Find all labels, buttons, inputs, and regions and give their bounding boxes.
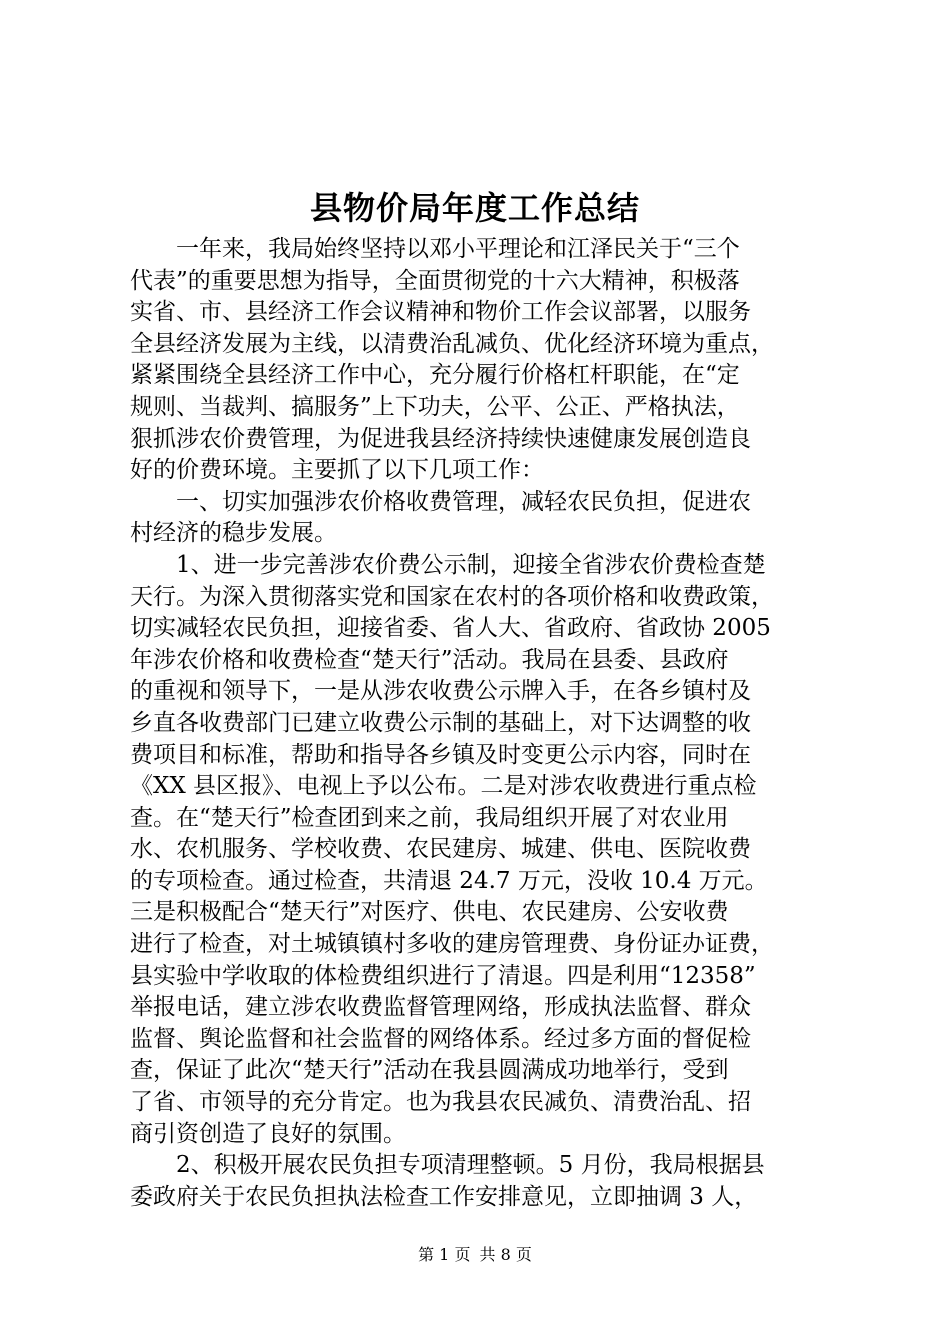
- text-line: 2、积极开展农民负担专项清理整顿。5 月份，我局根据县: [130, 1152, 765, 1179]
- text-line: 一年来，我局始终坚持以邓小平理论和江泽民关于“三个: [130, 236, 740, 262]
- text-line: 好的价费环境。主要抓了以下几项工作：: [130, 457, 544, 484]
- document-body: [130, 234, 832, 1213]
- text-line: 天行。为深入贯彻落实党和国家在农村的各项价格和收费政策，: [130, 583, 774, 610]
- text-line: 一、切实加强涉农价格收费管理，减轻农民负担，促进农: [130, 488, 751, 515]
- page-number: 第 1 页: [418, 1245, 471, 1264]
- text-line: 查，保证了此次“楚天行”活动在我县圆满成功地举行，受到: [130, 1057, 729, 1084]
- text-line: 紧紧围绕全县经济工作中心，充分履行价格杠杆职能，在“定: [130, 362, 740, 389]
- text-line: 狠抓涉农价费管理，为促进我县经济持续快速健康发展创造良: [130, 425, 751, 452]
- text-line: 监督、舆论监督和社会监督的网络体系。经过多方面的督促检: [130, 1025, 751, 1052]
- text-line: 县实验中学收取的体检费组织进行了清退。四是利用“12358”: [130, 962, 756, 989]
- text-line: 代表”的重要思想为指导，全面贯彻党的十六大精神，积极落: [130, 267, 740, 294]
- text-line: 三是积极配合“楚天行”对医疗、供电、农民建房、公安收费: [130, 899, 729, 926]
- text-line: 的专项检查。通过检查，共清退 24.7 万元，没收 10.4 万元。: [130, 867, 768, 894]
- text-line: 费项目和标准，帮助和指导各乡镇及时变更公示内容，同时在: [130, 741, 751, 768]
- text-line: 年涉农价格和收费检查“楚天行”活动。我局在县委、县政府: [130, 646, 729, 673]
- text-line: 实省、市、县经济工作会议精神和物价工作会议部署，以服务: [130, 299, 751, 326]
- text-line: 《XX 县区报》、电视上予以公布。二是对涉农收费进行重点检: [130, 773, 757, 800]
- text-line: 规则、当裁判、搞服务”上下功夫，公平、公正、严格执法，: [130, 393, 740, 420]
- text-line: 举报电话，建立涉农收费监督管理网络，形成执法监督、群众: [130, 994, 751, 1021]
- text-line: 委政府关于农民负担执法检查工作安排意见，立即抽调 3 人，: [130, 1183, 758, 1210]
- page-title: 县物价局年度工作总结: [309, 189, 640, 227]
- text-line: 查。在“楚天行”检查团到来之前，我局组织开展了对农业用: [130, 804, 729, 831]
- page-count: 共 8 页: [479, 1245, 532, 1264]
- text-line: 1、进一步完善涉农价费公示制，迎接全省涉农价费检查楚: [130, 551, 766, 578]
- text-line: 全县经济发展为主线，以清费治乱减负、优化经济环境为重点，: [130, 330, 774, 357]
- text-line: 商引资创造了良好的氛围。: [130, 1120, 406, 1147]
- text-line: 的重视和领导下，一是从涉农收费公示牌入手，在各乡镇村及: [130, 678, 751, 705]
- text-line: 了省、市领导的充分肯定。也为我县农民减负、清费治乱、招: [130, 1089, 751, 1116]
- text-line: 水、农机服务、学校收费、农民建房、城建、供电、医院收费: [130, 836, 751, 863]
- page-footer: [0, 1243, 950, 1267]
- text-line: 切实减轻农民负担，迎接省委、省人大、省政府、省政协 2005: [130, 615, 771, 642]
- text-line: 村经济的稳步发展。: [130, 520, 337, 547]
- text-line: 进行了检查，对土城镇镇村多收的建房管理费、身份证办证费，: [130, 931, 774, 958]
- text-line: 乡直各收费部门已建立收费公示制的基础上，对下达调整的收: [130, 709, 751, 736]
